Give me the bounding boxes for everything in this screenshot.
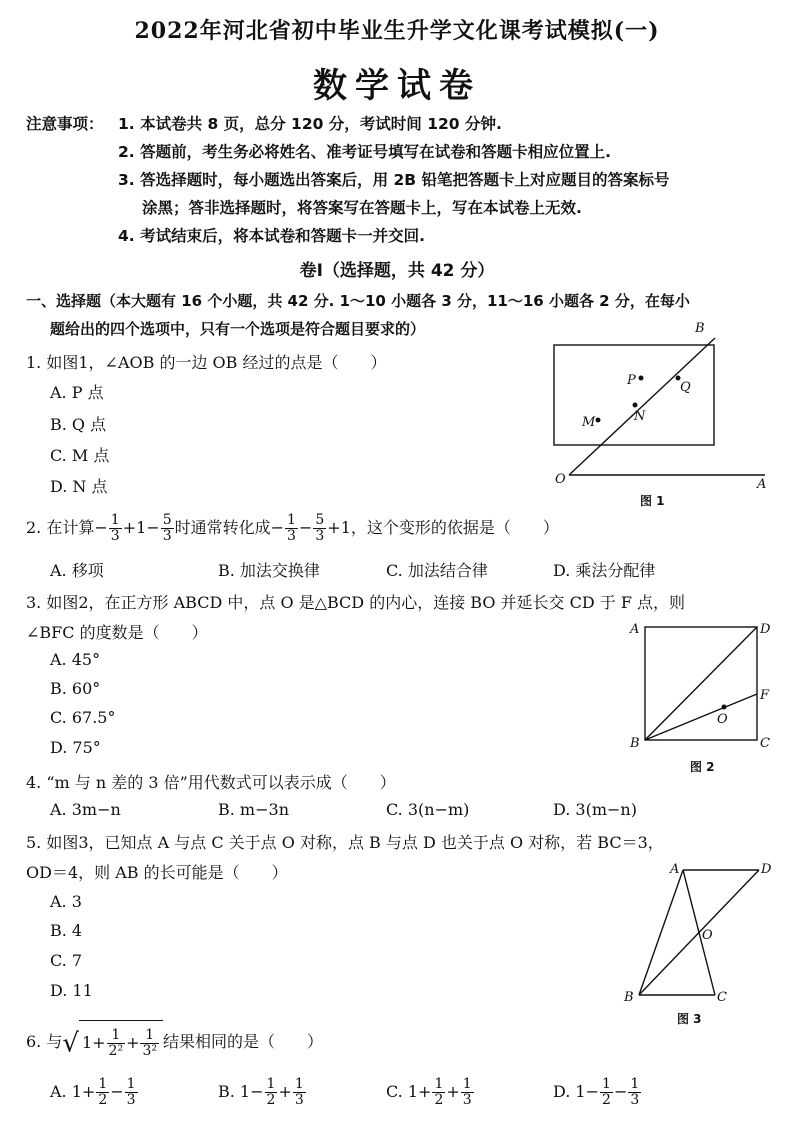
q5-stem-1: 5. 如图3，已知点 A 与点 C 关于点 O 对称，点 B 与点 D 也关于点 O 对称，若 BC＝3， xyxy=(26,833,664,852)
note-item-3: 3. 答选择题时，每小题选出答案后，用 2B 铅笔把答题卡上对应题目的答案标号 xyxy=(118,171,670,189)
q6-a-op: − xyxy=(110,1082,124,1101)
fig2-label-o: O xyxy=(717,712,728,727)
q2-f3-den: 3 xyxy=(287,528,296,544)
exam-subtitle: 数学试卷 xyxy=(313,66,481,106)
radical-sign-icon: √ xyxy=(62,1028,79,1059)
q2-f3-num: 1 xyxy=(287,512,296,528)
fig1-label-q: Q xyxy=(680,380,691,395)
q6-b-third-num: 1 xyxy=(294,1076,304,1092)
q2-f4-num: 5 xyxy=(315,512,325,528)
q2-f2-num: 5 xyxy=(162,512,172,528)
q6-option-b xyxy=(218,1074,307,1110)
q6-d-third-num: 1 xyxy=(630,1076,640,1092)
q6-stem xyxy=(26,1020,323,1062)
q2-expr1-mid: +1− xyxy=(122,518,160,537)
fig3-label-b: B xyxy=(624,990,634,1005)
q6-c-op: + xyxy=(446,1082,460,1101)
q2-expr2-minus: − xyxy=(270,518,285,537)
q6-suffix: 结果相同的是（ ） xyxy=(163,1031,324,1051)
q6-rad-plus: + xyxy=(126,1033,140,1052)
q6-a-third-den: 3 xyxy=(126,1092,136,1108)
q2-f1-den: 3 xyxy=(110,528,120,544)
section-intro-2: 题给出的四个选项中，只有一个选项是符合题目要求的） xyxy=(50,320,426,338)
q2-option-d: D. 乘法分配律 xyxy=(553,561,656,580)
note-item-3-cont: 涂黑；答非选择题时，将答案写在答题卡上，写在本试卷上无效. xyxy=(142,199,582,217)
fig2-label-b: B xyxy=(630,736,640,751)
note-item-4: 4. 考试结束后，将本试卷和答题卡一并交回. xyxy=(118,227,425,245)
fig2-caption: 图 2 xyxy=(690,760,715,774)
q2-expr2-end: +1 xyxy=(327,518,351,537)
q6-rf1-num: 1 xyxy=(107,1028,126,1044)
q4-option-c: C. 3(n−m) xyxy=(386,800,470,819)
q6-c-half-den: 2 xyxy=(434,1092,444,1108)
fig2-label-a: A xyxy=(630,622,640,637)
fig1-point-m xyxy=(596,418,601,423)
fig1-label-b: B xyxy=(695,321,705,336)
q3-option-c: C. 67.5° xyxy=(50,708,116,727)
fig2-line-bf xyxy=(645,694,757,740)
fig3-label-d: D xyxy=(761,862,772,877)
q1-option-c: C. M 点 xyxy=(50,446,110,465)
figure-1 xyxy=(545,318,775,518)
q2-prefix: 2. 在计算 xyxy=(26,518,95,537)
fig1-label-o: O xyxy=(555,472,566,487)
note-item-1: 1. 本试卷共 8 页，总分 120 分，考试时间 120 分钟. xyxy=(118,115,502,133)
q5-stem-2: OD＝4，则 AB 的长可能是（ ） xyxy=(26,863,288,882)
q6-c-third-den: 3 xyxy=(462,1092,472,1108)
q6-b-half xyxy=(265,1077,278,1108)
q6-c-half xyxy=(432,1077,445,1108)
q6-option-c xyxy=(386,1074,475,1110)
q2-f1-num: 1 xyxy=(110,512,120,528)
q1-option-a: A. P 点 xyxy=(50,383,104,402)
q6-a-third-num: 1 xyxy=(126,1076,136,1092)
q6-a-label: A. 1+ xyxy=(50,1082,96,1101)
q2-option-a: A. 移项 xyxy=(50,561,104,580)
q6-d-half xyxy=(600,1077,613,1108)
q6-rad-fraction-1 xyxy=(107,1028,126,1059)
q6-rad-fraction-2 xyxy=(140,1028,159,1059)
q6-d-label: D. 1− xyxy=(553,1082,600,1101)
q3-option-b: B. 60° xyxy=(50,679,101,698)
fig1-ray-ob xyxy=(569,338,715,475)
q2-suffix: ，这个变形的依据是（ ） xyxy=(350,518,559,537)
notes-label: 注意事项： xyxy=(26,115,104,133)
figure-3 xyxy=(615,855,790,1007)
fig2-point-o xyxy=(722,705,727,710)
q6-c-third-num: 1 xyxy=(462,1076,472,1092)
fig2-diagonal-bd xyxy=(645,627,757,740)
q4-option-a: A. 3m−n xyxy=(50,800,121,819)
q6-b-half-num: 1 xyxy=(266,1076,276,1092)
q6-d-third xyxy=(628,1077,641,1108)
q6-b-third-den: 3 xyxy=(294,1092,304,1108)
q3-stem-2: ∠BFC 的度数是（ ） xyxy=(26,623,208,642)
fig1-rectangle xyxy=(554,345,714,445)
q2-stem xyxy=(26,510,559,546)
q6-option-a xyxy=(50,1074,139,1110)
q6-rf2-num: 1 xyxy=(140,1028,159,1044)
q2-option-b: B. 加法交换律 xyxy=(218,561,320,580)
fig3-label-o: O xyxy=(702,928,713,943)
fig1-label-n: N xyxy=(634,409,646,424)
q6-b-half-den: 2 xyxy=(266,1092,276,1108)
fig3-label-a: A xyxy=(670,862,680,877)
q5-option-d: D. 11 xyxy=(50,981,93,1000)
fig1-point-n xyxy=(633,403,638,408)
q5-option-a: A. 3 xyxy=(50,892,82,911)
q6-prefix: 6. 与 xyxy=(26,1031,63,1051)
q1-option-d: D. N 点 xyxy=(50,477,108,496)
q4-option-d: D. 3(m−n) xyxy=(553,800,637,819)
q2-expr2-mid: − xyxy=(298,518,313,537)
q6-rad-one: 1+ xyxy=(81,1033,106,1052)
section-intro-1: 一、选择题（本大题有 16 个小题，共 42 分. 1～10 小题各 3 分，11～16 小题各 2 分，在每小 xyxy=(26,292,690,310)
section-title: 卷Ⅰ（选择题，共 42 分） xyxy=(299,261,495,281)
q3-option-a: A. 45° xyxy=(50,650,101,669)
q2-fraction-3 xyxy=(285,513,298,544)
q4-option-b: B. m−3n xyxy=(218,800,289,819)
q6-radicand xyxy=(79,1020,163,1064)
q6-d-third-den: 3 xyxy=(630,1092,640,1108)
q6-b-label: B. 1− xyxy=(218,1082,264,1101)
q5-option-c: C. 7 xyxy=(50,951,83,970)
q6-c-third xyxy=(461,1077,474,1108)
fig2-label-d: D xyxy=(760,622,771,637)
fig2-label-f: F xyxy=(760,688,770,703)
q2-fraction-4 xyxy=(313,513,326,544)
q4-stem: 4. “m 与 n 差的 3 倍”用代数式可以表示成（ ） xyxy=(26,773,396,792)
exam-title: 2022年河北省初中毕业生升学文化课考试模拟(一) xyxy=(134,18,660,44)
q6-b-op: + xyxy=(278,1082,292,1101)
q6-d-op: − xyxy=(613,1082,628,1101)
note-item-2: 2. 答题前，考生务必将姓名、准考证号填写在试卷和答题卡相应位置上. xyxy=(118,143,611,161)
q6-rf2-den: 3² xyxy=(142,1043,157,1059)
fig2-label-c: C xyxy=(760,736,770,751)
fig3-segment-ab xyxy=(639,870,683,995)
q2-mid: 时通常转化成 xyxy=(174,518,271,537)
q1-option-b: B. Q 点 xyxy=(50,415,107,434)
q2-expr1-minus: − xyxy=(94,518,108,537)
fig1-label-p: P xyxy=(627,373,636,388)
q3-option-d: D. 75° xyxy=(50,738,101,757)
q5-option-b: B. 4 xyxy=(50,921,83,940)
q1-stem: 1. 如图1，∠AOB 的一边 OB 经过的点是（ ） xyxy=(26,353,387,372)
q2-f4-den: 3 xyxy=(315,528,325,544)
q2-fraction-2 xyxy=(161,513,174,544)
q6-rf1-den: 2² xyxy=(108,1043,124,1059)
fig3-caption: 图 3 xyxy=(677,1012,702,1026)
q6-c-half-num: 1 xyxy=(434,1076,444,1092)
fig1-point-p xyxy=(639,376,644,381)
q6-sqrt xyxy=(62,1020,163,1065)
q6-a-half-num: 1 xyxy=(98,1076,108,1092)
q2-f2-den: 3 xyxy=(162,528,172,544)
q6-a-half-den: 2 xyxy=(98,1092,108,1108)
fig1-caption: 图 1 xyxy=(640,494,665,508)
fig1-label-a: A xyxy=(757,477,767,492)
q6-a-half xyxy=(96,1077,109,1108)
q6-a-third xyxy=(125,1077,138,1108)
q6-c-label: C. 1+ xyxy=(386,1082,432,1101)
q6-d-half-den: 2 xyxy=(602,1092,611,1108)
q2-option-c: C. 加法结合律 xyxy=(386,561,488,580)
q6-option-d xyxy=(553,1074,642,1110)
fig3-label-c: C xyxy=(717,990,727,1005)
q3-stem-1: 3. 如图2，在正方形 ABCD 中，点 O 是△BCD 的内心，连接 BO 并延长交 CD 于 F 点，则 xyxy=(26,593,686,612)
q6-b-third xyxy=(293,1077,306,1108)
fig3-segment-bd xyxy=(639,870,759,995)
q6-d-half-num: 1 xyxy=(602,1076,611,1092)
figure-2 xyxy=(620,615,780,755)
fig1-label-m: M xyxy=(582,415,596,430)
q2-fraction-1 xyxy=(109,513,122,544)
